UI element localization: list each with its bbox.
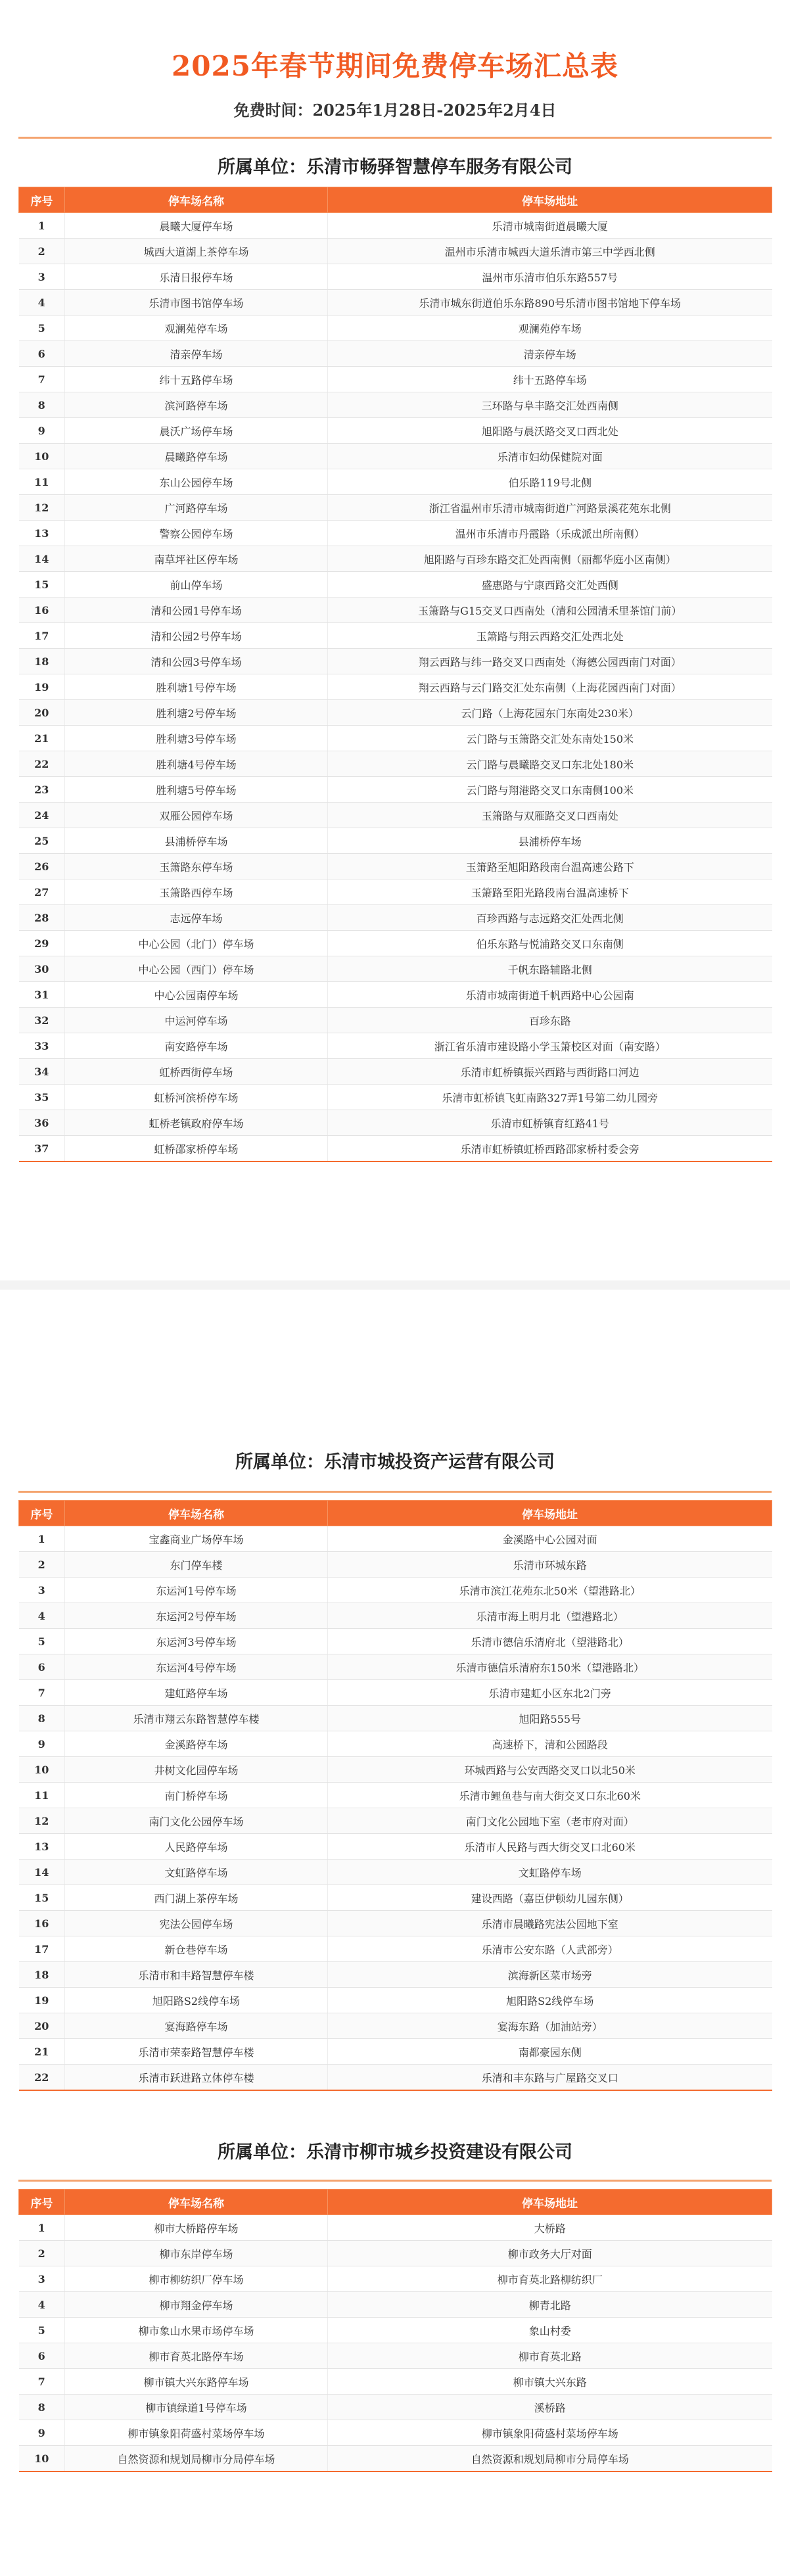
parking-lot-address: 乐清市城南街道千帆西路中心公园南 [328,982,772,1008]
free-time-subtitle: 免费时间：2025年1月28日-2025年2月4日 [233,101,557,120]
table-row [19,649,772,674]
table-row [19,1962,772,1988]
parking-lot-address: 乐清市海上明月北（望港路北） [328,1603,772,1629]
table-row [19,1526,772,1552]
row-index: 24 [19,803,65,828]
row-index: 20 [19,2013,65,2039]
parking-lot-address: 建设西路（嘉臣伊顿幼儿园东侧） [328,1885,772,1911]
table-row [19,1008,772,1033]
table-row [19,1654,772,1680]
row-index: 13 [19,521,65,546]
parking-lot-address: 乐清市晨曦路宪法公园地下室 [328,1911,772,1936]
row-index: 3 [19,1578,65,1603]
row-index: 31 [19,982,65,1008]
table-row [19,956,772,982]
parking-lot-name: 人民路停车场 [65,1834,328,1860]
col-header-address: 停车场地址 [328,2190,772,2215]
parking-lot-address: 县浦桥停车场 [328,828,772,854]
parking-lot-address: 玉箫路与G15交叉口西南处（清和公园清禾里茶馆门前） [328,597,772,623]
parking-lot-name: 滨河路停车场 [65,392,328,418]
parking-lot-name: 东山公园停车场 [65,469,328,495]
table-row [19,2292,772,2318]
parking-lot-name: 城西大道湖上茶停车场 [65,239,328,264]
col-header-index: 序号 [19,2190,65,2215]
parking-lot-name: 柳市东岸停车场 [65,2241,328,2266]
table-row [19,2266,772,2292]
parking-lot-name: 乐清日报停车场 [65,264,328,290]
parking-lot-name: 前山停车场 [65,572,328,597]
parking-lot-address: 文虹路停车场 [328,1860,772,1885]
table-row [19,828,772,854]
table-row [19,264,772,290]
row-index: 2 [19,1552,65,1578]
parking-lot-address: 千帆东路辅路北侧 [328,956,772,982]
parking-lot-address: 象山村委 [328,2318,772,2343]
col-header-index: 序号 [19,187,65,213]
parking-lot-address: 宴海东路（加油站旁） [328,2013,772,2039]
parking-lot-name: 井树文化园停车场 [65,1757,328,1783]
parking-lot-name: 中心公园（西门）停车场 [65,956,328,982]
parking-lot-name: 中运河停车场 [65,1008,328,1033]
parking-lot-name: 清亲停车场 [65,341,328,367]
parking-lot-name: 柳市翔金停车场 [65,2292,328,2318]
table-row [19,854,772,879]
parking-lot-name: 南门文化公园停车场 [65,1808,328,1834]
parking-table [18,2189,772,2472]
parking-lot-name: 胜利塘1号停车场 [65,674,328,700]
page-title: 2025年春节期间免费停车场汇总表 [172,50,618,82]
parking-lot-address: 乐清和丰东路与广屋路交叉口 [328,2065,772,2091]
table-row [19,444,772,469]
parking-lot-address: 乐清市公安东路（人武部旁） [328,1936,772,1962]
row-index: 4 [19,290,65,316]
parking-lot-address: 云门路（上海花园东门东南处230米） [328,700,772,726]
row-index: 10 [19,2446,65,2472]
table-row [19,1757,772,1783]
parking-lot-name: 乐清市荣泰路智慧停车楼 [65,2039,328,2065]
parking-lot-address: 云门路与晨曦路交叉口东北处180米 [328,751,772,777]
row-index: 1 [19,213,65,239]
row-index: 32 [19,1008,65,1033]
row-index: 13 [19,1834,65,1860]
row-index: 11 [19,469,65,495]
table-row [19,674,772,700]
parking-lot-name: 东门停车楼 [65,1552,328,1578]
parking-lot-name: 西门湖上茶停车场 [65,1885,328,1911]
row-index: 3 [19,2266,65,2292]
parking-lot-address: 高速桥下，清和公园路段 [328,1731,772,1757]
row-index: 9 [19,1731,65,1757]
row-index: 9 [19,418,65,444]
parking-lot-address: 温州市乐清市丹霞路（乐成派出所南侧） [328,521,772,546]
parking-lot-address: 南都豪园东侧 [328,2039,772,2065]
table-row [19,1552,772,1578]
row-index: 29 [19,931,65,956]
row-index: 2 [19,239,65,264]
parking-lot-address: 乐清市妇幼保健院对面 [328,444,772,469]
row-index: 18 [19,649,65,674]
table-row [19,1680,772,1706]
row-index: 22 [19,2065,65,2091]
parking-lot-name: 新仓巷停车场 [65,1936,328,1962]
parking-lot-address: 乐清市环城东路 [328,1552,772,1578]
table-row [19,1629,772,1654]
parking-lot-name: 观澜苑停车场 [65,316,328,341]
row-index: 28 [19,905,65,931]
parking-lot-name: 晨曦路停车场 [65,444,328,469]
parking-lot-address: 翔云西路与云门路交汇处东南侧（上海花园西南门对面） [328,674,772,700]
parking-lot-address: 伯乐东路与悦浦路交叉口东南侧 [328,931,772,956]
parking-lot-address: 玉箫路至阳光路段南台温高速桥下 [328,879,772,905]
row-index: 1 [19,2215,65,2241]
table-row [19,1731,772,1757]
parking-lot-name: 县浦桥停车场 [65,828,328,854]
parking-lot-address: 乐清市德信乐清府东150米（望港路北） [328,1654,772,1680]
table-row [19,469,772,495]
row-index: 14 [19,546,65,572]
parking-lot-name: 中心公园（北门）停车场 [65,931,328,956]
table-row [19,2241,772,2266]
row-index: 35 [19,1085,65,1110]
col-header-address: 停车场地址 [328,187,772,213]
row-index: 6 [19,1654,65,1680]
row-index: 34 [19,1059,65,1085]
parking-lot-name: 晨沃广场停车场 [65,418,328,444]
parking-lot-name: 胜利塘5号停车场 [65,777,328,803]
parking-lot-address: 环城西路与公安西路交叉口以北50米 [328,1757,772,1783]
table-row [19,1578,772,1603]
parking-lot-name: 柳市镇象阳荷盛村菜场停车场 [65,2420,328,2446]
parking-lot-address: 乐清市建虹小区东北2门旁 [328,1680,772,1706]
table-row [19,418,772,444]
parking-lot-address: 纬十五路停车场 [328,367,772,392]
table-row [19,879,772,905]
parking-lot-name: 虹桥河滨桥停车场 [65,1085,328,1110]
parking-lot-name: 虹桥邵家桥停车场 [65,1136,328,1162]
row-index: 15 [19,572,65,597]
parking-lot-address: 浙江省乐清市建设路小学玉箫校区对面（南安路） [328,1033,772,1059]
table-row [19,392,772,418]
row-index: 16 [19,1911,65,1936]
row-index: 20 [19,700,65,726]
table-row [19,1783,772,1808]
parking-lot-name: 柳市大桥路停车场 [65,2215,328,2241]
table-row [19,751,772,777]
row-index: 9 [19,2420,65,2446]
parking-lot-name: 双雁公园停车场 [65,803,328,828]
parking-lot-name: 虹桥老镇政府停车场 [65,1110,328,1136]
table-row [19,1136,772,1162]
row-index: 27 [19,879,65,905]
table-row [19,1860,772,1885]
parking-lot-name: 乐清市图书馆停车场 [65,290,328,316]
row-index: 8 [19,392,65,418]
table-row [19,495,772,521]
table-row [19,2318,772,2343]
row-index: 1 [19,1526,65,1552]
row-index: 36 [19,1110,65,1136]
row-index: 6 [19,2343,65,2369]
parking-lot-address: 温州市乐清市城西大道乐清市第三中学西北侧 [328,239,772,264]
table-row [19,1085,772,1110]
table-row [19,1033,772,1059]
parking-lot-address: 旭阳路与百珍东路交汇处西南侧（丽都华庭小区南侧） [328,546,772,572]
parking-lot-name: 宪法公园停车场 [65,1911,328,1936]
row-index: 18 [19,1962,65,1988]
parking-lot-address: 滨海新区菜市场旁 [328,1962,772,1988]
parking-lot-address: 乐清市人民路与西大街交叉口北60米 [328,1834,772,1860]
table-row [19,213,772,239]
parking-lot-name: 南安路停车场 [65,1033,328,1059]
parking-lot-name: 清和公园1号停车场 [65,597,328,623]
parking-lot-address: 大桥路 [328,2215,772,2241]
col-header-name: 停车场名称 [65,187,328,213]
row-index: 26 [19,854,65,879]
table-row [19,1059,772,1085]
table-row [19,2039,772,2065]
row-index: 25 [19,828,65,854]
row-index: 21 [19,2039,65,2065]
section-separator [0,1280,790,1290]
row-index: 2 [19,2241,65,2266]
table-row [19,1885,772,1911]
row-index: 19 [19,1988,65,2013]
parking-lot-address: 柳市育英北路 [328,2343,772,2369]
row-index: 14 [19,1860,65,1885]
parking-lot-address: 柳市政务大厅对面 [328,2241,772,2266]
parking-lot-name: 金溪路停车场 [65,1731,328,1757]
parking-lot-name: 广河路停车场 [65,495,328,521]
table-row [19,700,772,726]
table-row [19,931,772,956]
row-index: 17 [19,1936,65,1962]
table-row [19,982,772,1008]
parking-lot-name: 柳市镇绿道1号停车场 [65,2395,328,2420]
parking-lot-address: 三环路与阜丰路交汇处西南侧 [328,392,772,418]
parking-lot-name: 胜利塘2号停车场 [65,700,328,726]
table-row [19,367,772,392]
table-row [19,1911,772,1936]
parking-lot-address: 乐清市城东街道伯乐东路890号乐清市图书馆地下停车场 [328,290,772,316]
parking-lot-name: 东运河1号停车场 [65,1578,328,1603]
parking-lot-name: 清和公园3号停车场 [65,649,328,674]
table-row [19,290,772,316]
parking-lot-name: 柳市柳纺织厂停车场 [65,2266,328,2292]
parking-lot-name: 志远停车场 [65,905,328,931]
col-header-index: 序号 [19,1501,65,1526]
row-index: 17 [19,623,65,649]
table-row [19,623,772,649]
parking-lot-name: 玉箫路东停车场 [65,854,328,879]
parking-lot-name: 东运河4号停车场 [65,1654,328,1680]
parking-lot-name: 东运河3号停车场 [65,1629,328,1654]
parking-lot-address: 百珍西路与志远路交汇处西北侧 [328,905,772,931]
table-row [19,341,772,367]
parking-lot-name: 宴海路停车场 [65,2013,328,2039]
table-row [19,239,772,264]
parking-lot-address: 百珍东路 [328,1008,772,1033]
table-row [19,726,772,751]
parking-lot-address: 观澜苑停车场 [328,316,772,341]
parking-lot-address: 柳市育英北路柳纺织厂 [328,2266,772,2292]
row-index: 33 [19,1033,65,1059]
parking-lot-address: 旭阳路S2线停车场 [328,1988,772,2013]
parking-lot-address: 云门路与玉箫路交汇处东南处150米 [328,726,772,751]
parking-lot-name: 自然资源和规划局柳市分局停车场 [65,2446,328,2472]
parking-lot-address: 旭阳路与晨沃路交叉口西北处 [328,418,772,444]
parking-lot-address: 自然资源和规划局柳市分局停车场 [328,2446,772,2472]
parking-lot-address: 云门路与翔港路交叉口东南侧100米 [328,777,772,803]
row-index: 30 [19,956,65,982]
table-row [19,2369,772,2395]
parking-lot-name: 胜利塘4号停车场 [65,751,328,777]
parking-lot-address: 浙江省温州市乐清市城南街道广河路景溪花苑东北侧 [328,495,772,521]
row-index: 19 [19,674,65,700]
row-index: 22 [19,751,65,777]
table-row [19,1110,772,1136]
parking-lot-address: 乐清市虹桥镇飞虹南路327弄1号第二幼儿园旁 [328,1085,772,1110]
row-index: 5 [19,316,65,341]
row-index: 11 [19,1783,65,1808]
parking-lot-address: 玉箫路与翔云西路交汇处西北处 [328,623,772,649]
parking-lot-name: 胜利塘3号停车场 [65,726,328,751]
table-row [19,546,772,572]
row-index: 37 [19,1136,65,1162]
parking-lot-name: 宝鑫商业广场停车场 [65,1526,328,1552]
parking-lot-address: 清亲停车场 [328,341,772,367]
parking-lot-address: 翔云西路与纬一路交叉口西南处（海德公园西南门对面） [328,649,772,674]
parking-lot-address: 乐清市城南街道晨曦大厦 [328,213,772,239]
table-row [19,521,772,546]
row-index: 8 [19,2395,65,2420]
parking-lot-address: 金溪路中心公园对面 [328,1526,772,1552]
parking-lot-address: 溪桥路 [328,2395,772,2420]
parking-lot-name: 乐清市翔云东路智慧停车楼 [65,1706,328,1731]
section-unit-title: 所属单位：乐清市柳市城乡投资建设有限公司 [218,2142,572,2163]
col-header-name: 停车场名称 [65,2190,328,2215]
parking-lot-address: 乐清市鲤鱼巷与南大街交叉口东北60米 [328,1783,772,1808]
parking-lot-address: 柳市镇象阳荷盛村菜场停车场 [328,2420,772,2446]
col-header-address: 停车场地址 [328,1501,772,1526]
row-index: 16 [19,597,65,623]
row-index: 12 [19,1808,65,1834]
row-index: 4 [19,1603,65,1629]
row-index: 7 [19,1680,65,1706]
row-index: 23 [19,777,65,803]
table-row [19,316,772,341]
parking-lot-address: 旭阳路555号 [328,1706,772,1731]
parking-table [18,187,772,1162]
table-row [19,2013,772,2039]
parking-lot-name: 建虹路停车场 [65,1680,328,1706]
parking-lot-address: 玉箫路至旭阳路段南台温高速公路下 [328,854,772,879]
parking-lot-address: 乐清市德信乐清府北（望港路北） [328,1629,772,1654]
row-index: 6 [19,341,65,367]
section-divider [18,2180,772,2182]
parking-lot-name: 旭阳路S2线停车场 [65,1988,328,2013]
table-row [19,2420,772,2446]
row-index: 12 [19,495,65,521]
parking-lot-address: 柳市镇大兴东路 [328,2369,772,2395]
row-index: 4 [19,2292,65,2318]
parking-lot-address: 乐清市滨江花苑东北50米（望港路北） [328,1578,772,1603]
parking-lot-name: 乐清市和丰路智慧停车楼 [65,1962,328,1988]
parking-lot-address: 乐清市虹桥镇振兴西路与西街路口河边 [328,1059,772,1085]
row-index: 5 [19,1629,65,1654]
table-row [19,597,772,623]
parking-lot-name: 乐清市跃进路立体停车楼 [65,2065,328,2091]
parking-lot-name: 柳市育英北路停车场 [65,2343,328,2369]
table-row [19,572,772,597]
parking-lot-address: 伯乐路119号北侧 [328,469,772,495]
parking-lot-name: 中心公园南停车场 [65,982,328,1008]
title-divider [18,137,772,139]
table-row [19,905,772,931]
row-index: 21 [19,726,65,751]
section-divider [18,1491,772,1493]
section-unit-title: 所属单位：乐清市畅驿智慧停车服务有限公司 [218,157,572,177]
row-index: 5 [19,2318,65,2343]
row-index: 10 [19,1757,65,1783]
table-row [19,2395,772,2420]
parking-lot-name: 虹桥西街停车场 [65,1059,328,1085]
row-index: 15 [19,1885,65,1911]
parking-lot-name: 文虹路停车场 [65,1860,328,1885]
parking-table [18,1500,772,2091]
parking-lot-name: 东运河2号停车场 [65,1603,328,1629]
parking-lot-name: 警察公园停车场 [65,521,328,546]
table-row [19,1936,772,1962]
parking-lot-address: 温州市乐清市伯乐东路557号 [328,264,772,290]
table-row [19,1706,772,1731]
parking-lot-name: 南草坪社区停车场 [65,546,328,572]
parking-lot-name: 南门桥停车场 [65,1783,328,1808]
parking-lot-address: 柳青北路 [328,2292,772,2318]
row-index: 7 [19,2369,65,2395]
parking-lot-address: 盛惠路与宁康西路交汇处西侧 [328,572,772,597]
parking-lot-name: 清和公园2号停车场 [65,623,328,649]
table-row [19,777,772,803]
col-header-name: 停车场名称 [65,1501,328,1526]
parking-lot-name: 柳市象山水果市场停车场 [65,2318,328,2343]
parking-lot-name: 晨曦大厦停车场 [65,213,328,239]
parking-lot-address: 南门文化公园地下室（老市府对面） [328,1808,772,1834]
section-unit-title: 所属单位：乐清市城投资产运营有限公司 [235,1452,555,1472]
table-row [19,2343,772,2369]
table-row [19,2065,772,2091]
row-index: 8 [19,1706,65,1731]
table-row [19,1603,772,1629]
parking-lot-address: 乐清市虹桥镇虹桥西路邵家桥村委会旁 [328,1136,772,1162]
row-index: 7 [19,367,65,392]
table-row [19,803,772,828]
table-row [19,2215,772,2241]
table-row [19,1834,772,1860]
row-index: 10 [19,444,65,469]
parking-lot-name: 柳市镇大兴东路停车场 [65,2369,328,2395]
parking-lot-name: 玉箫路西停车场 [65,879,328,905]
table-row [19,1988,772,2013]
row-index: 3 [19,264,65,290]
parking-lot-address: 乐清市虹桥镇育红路41号 [328,1110,772,1136]
table-row [19,1808,772,1834]
parking-lot-name: 纬十五路停车场 [65,367,328,392]
parking-lot-address: 玉箫路与双雁路交叉口西南处 [328,803,772,828]
table-row [19,2446,772,2472]
